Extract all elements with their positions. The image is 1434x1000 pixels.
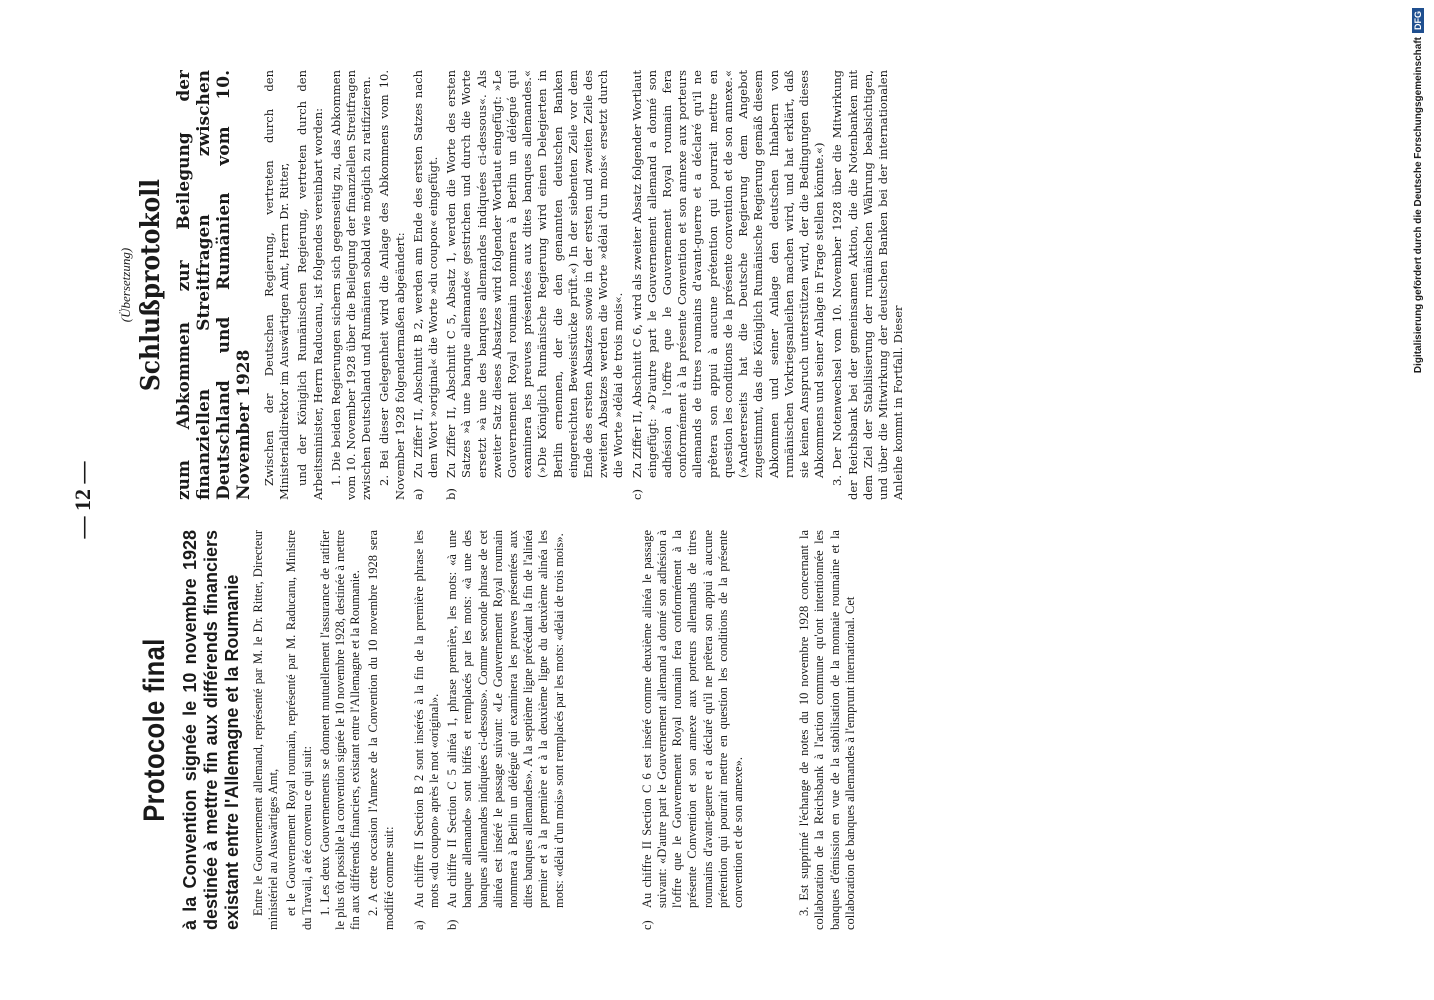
item-label: b) bbox=[444, 488, 459, 500]
item-label: c) bbox=[629, 489, 644, 500]
item-text: Au chiffre II Section C 5 alinéa 1, phrase première, les mots: «à une banque allemande» sont biffés et remplacés par les mots: «à une des banques allemandes indiquées ci-dessous». Comme seconde phrase de cet alinéa est inséré le passage suivant: «Le Gouvernement Royal roumain nommera à Berlin un délégué qui examinera les preuves présentées aux dites banques allemandes». A la septième ligne précédant la fin de l'alinéa premier et à la première et à la deuxième ligne du deuxième alinéa les mots: «délai d'un mois» sont remplacés par les mots: «délai de trois mois». bbox=[445, 530, 566, 908]
german-paragraph-1: 1. Die beiden Regierungen sichern sich gegenseitig zu, das Abkommen vom 10. November 1928 über die Beilegung der finanziellen Streitfragen zwischen Deutschland und Rumänien sobald wie möglich zu ratifizieren. bbox=[328, 70, 374, 500]
german-paragraph-parties-romania: und der Königlich Rumänischen Regierung, vertreten durch den Arbeitsminister, Herrn Raducanu, ist folgendes vereinbart worden: bbox=[295, 70, 325, 500]
item-text: Zu Ziffer II, Abschnitt B 2, werden am Ende des ersten Satzes nach dem Wort »original« die Worte »du coupon« eingefügt. bbox=[410, 70, 441, 478]
rotated-page bbox=[70, 60, 1390, 940]
french-item-c bbox=[640, 530, 746, 930]
french-item-b bbox=[445, 530, 567, 930]
french-column bbox=[118, 530, 1378, 930]
german-item-a bbox=[411, 70, 441, 500]
french-subtitle: à la Convention signée le 10 novembre 1928 destinée à mettre fin aux différends financiers existant entre l'Allemagne et la Roumanie bbox=[180, 530, 242, 930]
item-text: Au chiffre II Section B 2 sont insérés à la fin de la première phrase les mots «du coupon» après le mot «original». bbox=[411, 530, 442, 908]
digitization-credit: Digitalisierung gefördert durch die Deutsche Forschungsgemeinschaft bbox=[1412, 37, 1424, 374]
german-title: Schlußprotokoll bbox=[136, 178, 166, 392]
item-text: Zu Ziffer II, Abschnitt C 5, Absatz 1, werden die Worte des ersten Satzes »à une banque allemande« gestrichen und durch die Worte ersetzt »à une des banques allemandes indiquées ci-dessous«. Als zweiter Satz dieses Absatzes wird folgender Wortlaut eingefügt: »Le Gouvernement Royal roumain nommera à Berlin un délégué qui examinera les preuves présentées aux dites banques allemandes.« (»Die Königlich Rumänische Regierung wird einen Delegierten in Berlin ernennen, der die den genannten deutschen Banken eingereichten Beweisstücke prüft.«) In der siebenten Zeile vor dem Ende des ersten Absatzes sowie in der ersten und zweiten Zeile des zweiten Absatzes werden die Worte »délai d'un mois« ersetzt durch die Worte »délai de trois mois«. bbox=[444, 70, 626, 478]
german-item-b bbox=[444, 70, 626, 500]
german-paragraph-parties-germany: Zwischen der Deutschen Regierung, vertreten durch den Ministerialdirektor im Auswärtigen Amt, Herrn Dr. Ritter, bbox=[262, 70, 292, 500]
french-paragraph-2: 2. A cette occasion l'Annexe de la Convention du 10 novembre 1928 sera modifié comme suit: bbox=[366, 530, 396, 930]
german-column bbox=[118, 70, 1378, 500]
german-paragraph-2: 2. Bei dieser Gelegenheit wird die Anlage des Abkommens vom 10. November 1928 folgendermaßen abgeändert: bbox=[377, 70, 407, 500]
french-paragraph-parties-germany: Entre le Gouvernement allemand, représenté par M. le Dr. Ritter, Directeur ministériel au Auswärtiges Amt, bbox=[251, 530, 281, 930]
german-translation-note: (Übersetzung) bbox=[118, 247, 133, 323]
french-item-a bbox=[412, 530, 442, 930]
french-paragraph-3: 3. Est supprimé l'échange de notes du 10 novembre 1928 concernant la collaboration de la Reichsbank à l'action commune qu'ont intentionnée les banques d'émission en vue de la stabilisation de la monnaie roumaine et la collaboration de banques allemandes à l'emprunt international. Cet bbox=[797, 530, 857, 930]
item-text: Au chiffre II Section C 6 est inséré comme deuxième alinéa le passage suivant: «D'autre part le Gouvernement allemand a donné son adhésion à l'offre que le Gouvernement Royal roumain fera conformément à la présente Convention et son annexe aux porteurs allemands de titres roumains d'avant-guerre et a déclaré qu'il ne prêtera son appui à aucune prétention qui pourrait mettre en question les conditions de la présente convention et de son annexe». bbox=[639, 530, 746, 908]
item-label: b) bbox=[445, 919, 460, 930]
digitization-margin-note bbox=[1404, 0, 1432, 1000]
item-label: c) bbox=[639, 920, 654, 930]
french-paragraph-1: 1. Les deux Gouvernements se donnent mutuellement l'assurance de ratifier le plus tôt possible la convention signée le 10 novembre 1928, destinée à mettre fin aux différends financiers, existant entre l'Allemagne et la Roumanie. bbox=[317, 530, 363, 930]
item-label: a) bbox=[411, 920, 426, 930]
german-paragraph-3: 3. Der Notenwechsel vom 10. November 1928 über die Mitwirkung der Reichsbank bei der gemeinsamen Aktion, die die Notenbanken mit dem Ziel der Stabilisierung der rumänischen Währung beabsichtigen, und über die Mitwirkung der deutschen Banken bei der internationalen Anleihe kommt in Fortfall. Dieser bbox=[830, 70, 906, 500]
french-title: Protocole final bbox=[138, 638, 171, 822]
german-subtitle: zum Abkommen zur Beilegung der finanziellen Streitfragen zwischen Deutschland und Rumänien vom 10. November 1928 bbox=[174, 70, 254, 500]
dfg-logo: DFG bbox=[1412, 8, 1424, 33]
german-item-c bbox=[630, 70, 828, 500]
item-label: a) bbox=[410, 488, 425, 500]
french-paragraph-parties-romania: et le Gouvernement Royal roumain, représenté par M. Raducanu, Ministre du Travail, a été convenu ce qui suit: bbox=[284, 530, 314, 930]
page-number: — 12 — bbox=[70, 461, 95, 539]
item-text: Zu Ziffer II, Abschnitt C 6, wird als zweiter Absatz folgender Wortlaut eingefügt: »D'autre part le Gouvernement allemand a donné son adhésion à l'offre que le Gouvernement Royal roumain fera conformément à la présente Convention et son annexe aux porteurs allemands de titres roumains d'avant-guerre et a déclaré qu'il ne prêtera son appui à aucune prétention qui pourrait mettre en question les conditions de la présente convention et de son annexe.« (»Andererseits hat die Deutsche Regierung dem Angebot zugestimmt, das die Königlich Rumänische Regierung gemäß diesem Abkommen und seiner Anlage den deutschen Inhabern von rumänischen Vorkriegsanleihen machen wird, und hat erklärt, daß sie keinen Anspruch unterstützen wird, der die Bedingungen dieses Abkommens und seiner Anlage in Frage stellen könnte.«) bbox=[629, 70, 827, 478]
